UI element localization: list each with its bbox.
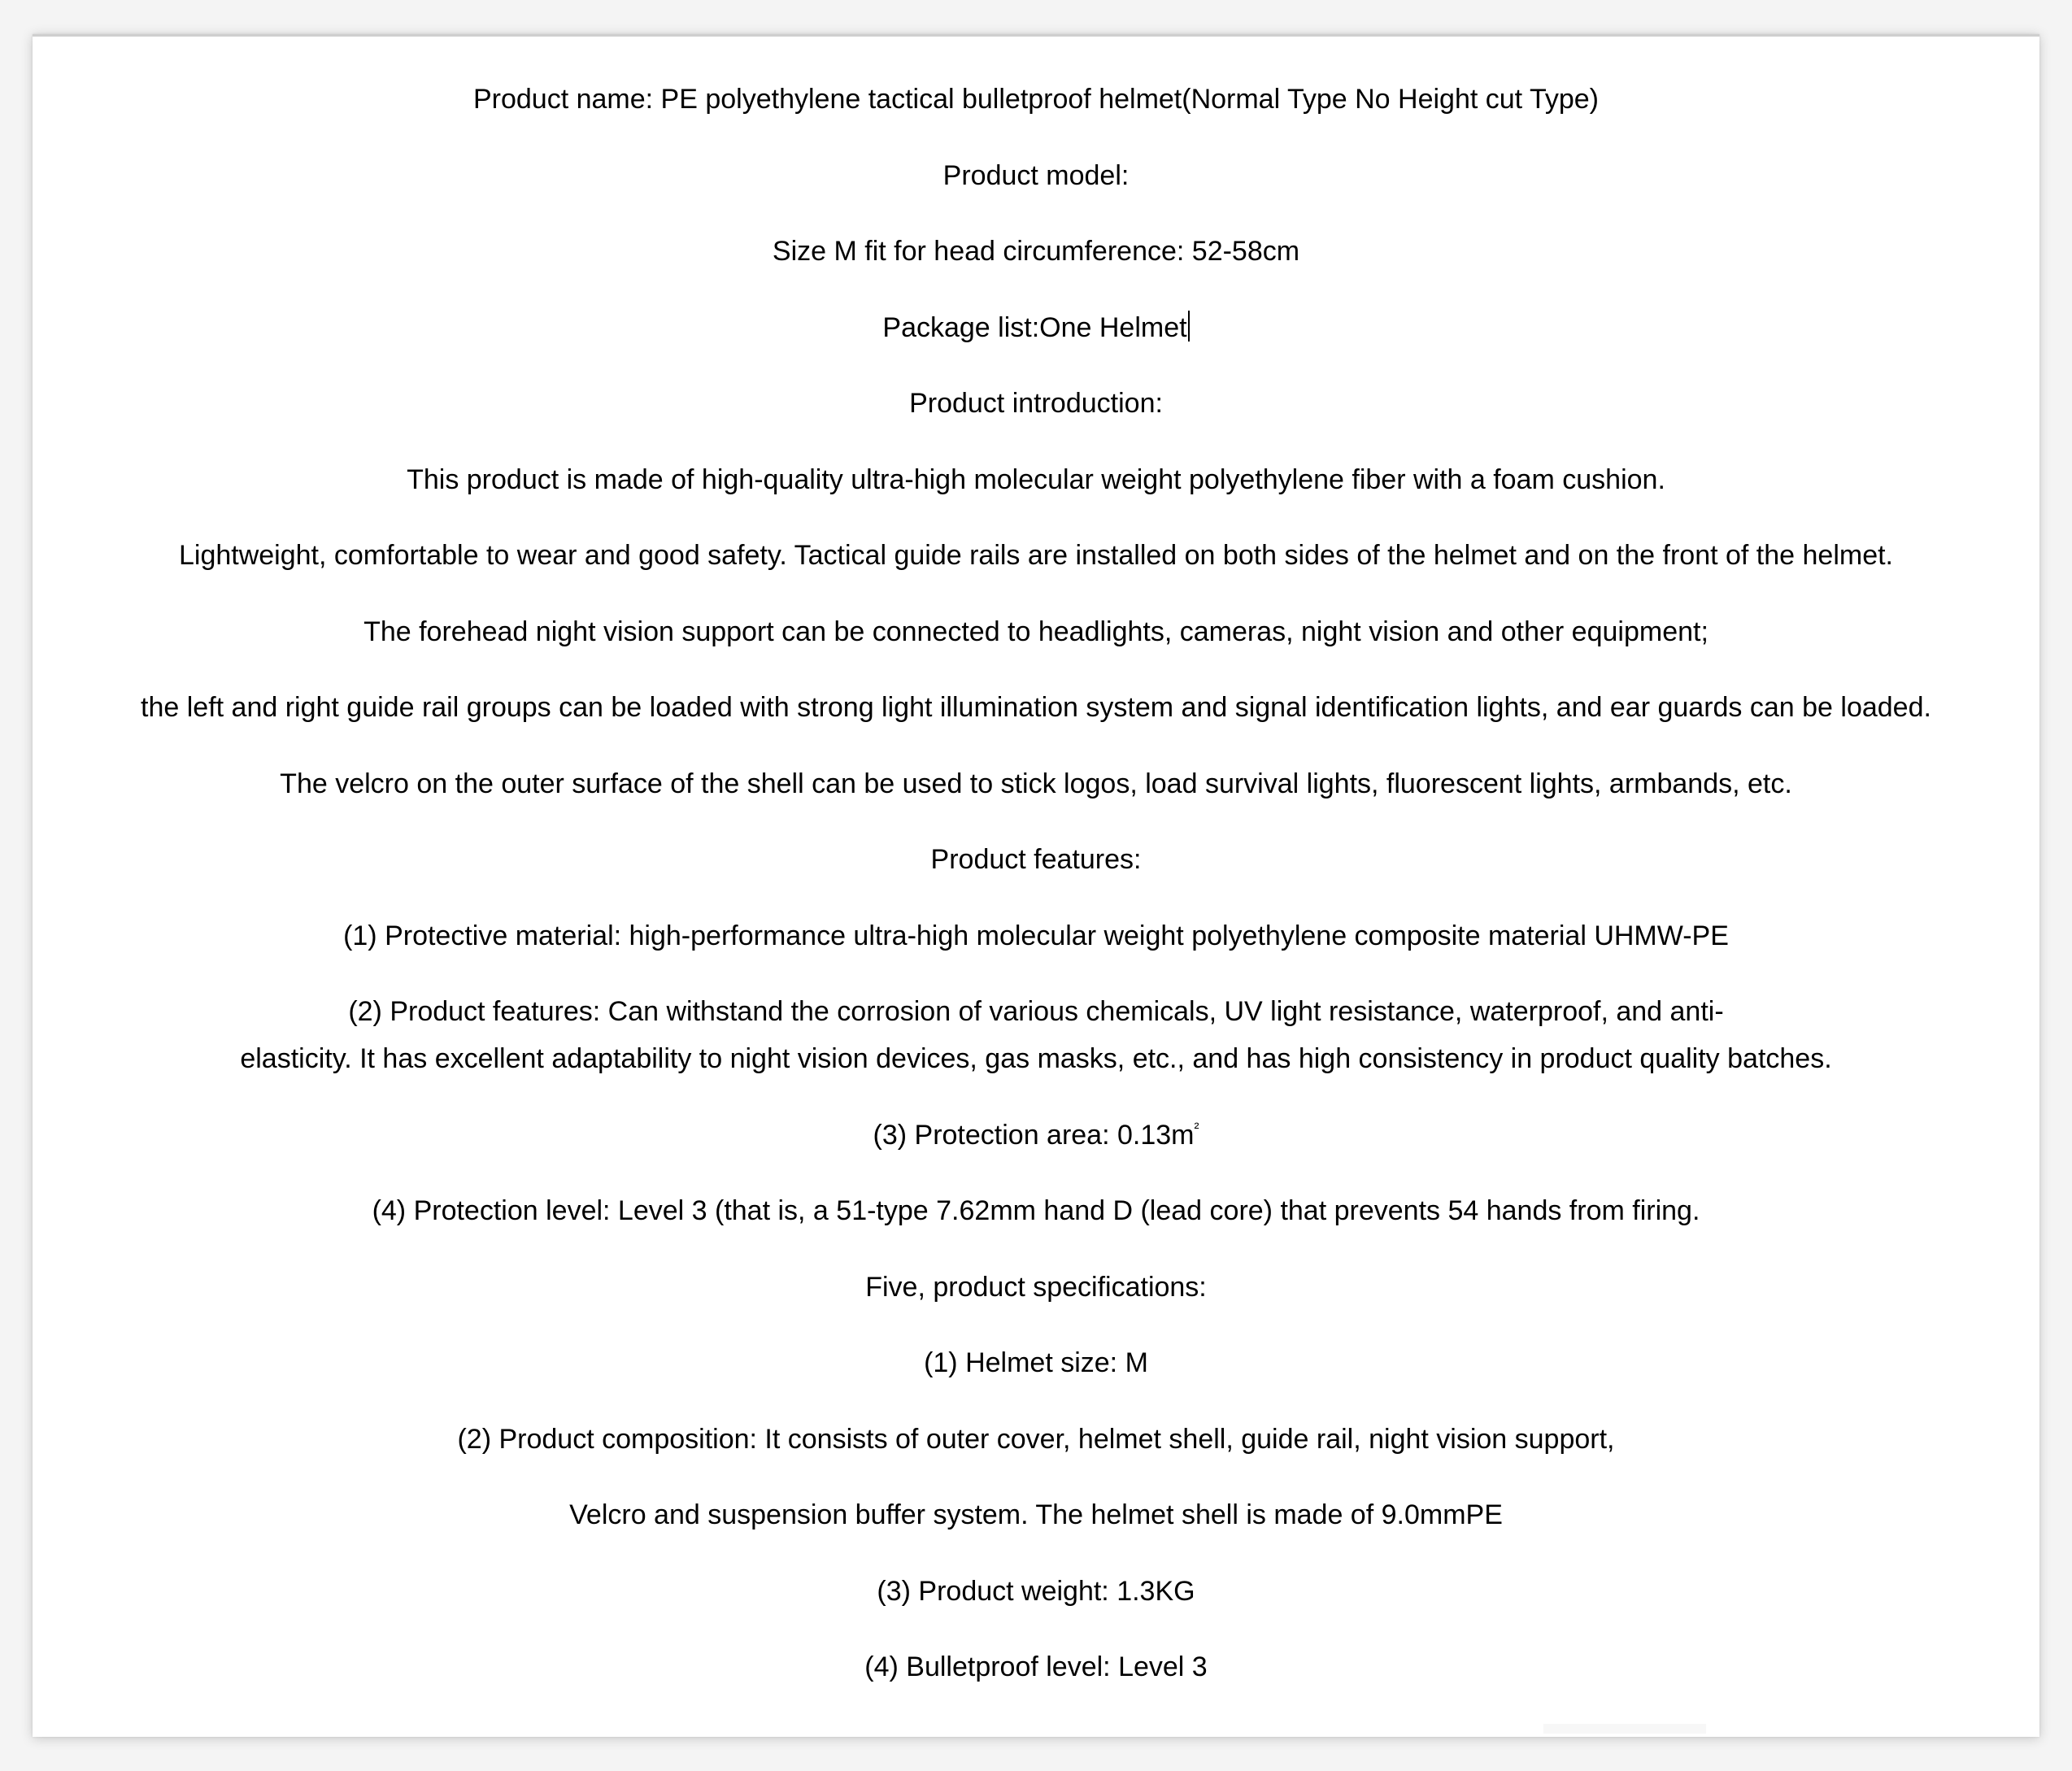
feature-2-line-1: (2) Product features: Can withstand the corrosion of various chemicals, UV light resistance, waterproof, and anti- (348, 996, 1724, 1027)
intro-paragraph-1 (33, 456, 2039, 503)
feature-2 (33, 988, 2039, 1082)
product-name-text: Product name: PE polyethylene tactical bulletproof helmet(Normal Type No Height cut Type) (472, 84, 1599, 115)
spec-2a-text: (2) Product composition: It consists of outer cover, helmet shell, guide rail, night vision support, (457, 1423, 1615, 1455)
product-model-line (33, 152, 2039, 199)
feature-4 (33, 1187, 2039, 1234)
product-name-line (33, 76, 2039, 123)
intro-text-2: Lightweight, comfortable to wear and good safety. Tactical guide rails are installed on both sides of the helmet and on the front of the helmet. (178, 540, 1894, 571)
document-content (33, 76, 2039, 1720)
squared-superscript: ² (1194, 1119, 1199, 1136)
intro-heading-text: Product introduction: (909, 388, 1163, 419)
spec-2b-text: Velcro and suspension buffer system. The helmet shell is made of 9.0mmPE (569, 1499, 1503, 1530)
intro-text-4: the left and right guide rail groups can be loaded with strong light illumination system and signal identification lights, and ear guards can be loaded. (141, 692, 1931, 723)
document-page (33, 34, 2039, 1737)
product-model-text: Product model: (942, 159, 1130, 191)
spec-1 (33, 1339, 2039, 1386)
spec-4-text: (4) Bulletproof level: Level 3 (864, 1651, 1208, 1682)
intro-paragraph-2 (33, 532, 2039, 579)
intro-text-3: The forehead night vision support can be connected to headlights, cameras, night vision and other equipment; (363, 616, 1709, 647)
size-line (33, 228, 2039, 275)
text-cursor (1188, 311, 1190, 342)
spec-4 (33, 1643, 2039, 1690)
feature-1 (33, 912, 2039, 959)
size-text: Size M fit for head circumference: 52-58cm (772, 236, 1300, 267)
feature-3-text: (3) Protection area: 0.13m (873, 1119, 1195, 1151)
features-heading-text: Product features: (930, 844, 1142, 875)
spec-1-text: (1) Helmet size: M (924, 1347, 1148, 1378)
intro-text-5: The velcro on the outer surface of the shell can be used to stick logos, load survival lights, fluorescent lights, armbands, etc. (280, 768, 1792, 799)
feature-2-line-2: elasticity. It has excellent adaptability to night vision devices, gas masks, etc., and has high consistency in product quality batches. (240, 1043, 1832, 1074)
spec-3-text: (3) Product weight: 1.3KG (877, 1575, 1195, 1607)
specs-heading-text: Five, product specifications: (865, 1271, 1207, 1303)
package-list-text[interactable]: Package list:One Helmet (882, 311, 1187, 343)
feature-4-text: (4) Protection level: Level 3 (that is, a 51-type 7.62mm hand D (lead core) that prevents 54 hands from firing. (372, 1195, 1700, 1226)
faint-mark (1543, 1724, 1706, 1734)
intro-paragraph-5 (33, 760, 2039, 807)
intro-heading (33, 380, 2039, 427)
spec-2b (33, 1491, 2039, 1538)
specs-heading (33, 1264, 2039, 1311)
feature-1-text: (1) Protective material: high-performance ultra-high molecular weight polyethylene composite material UHMW-PE (343, 920, 1729, 951)
intro-paragraph-4 (33, 684, 2039, 731)
spec-2a (33, 1416, 2039, 1463)
intro-text-1: This product is made of high-quality ultra-high molecular weight polyethylene fiber with a foam cushion. (407, 463, 1665, 495)
intro-paragraph-3 (33, 608, 2039, 655)
features-heading (33, 836, 2039, 883)
spec-3 (33, 1568, 2039, 1615)
feature-3 (33, 1112, 2039, 1159)
package-list-line[interactable] (33, 304, 2039, 351)
